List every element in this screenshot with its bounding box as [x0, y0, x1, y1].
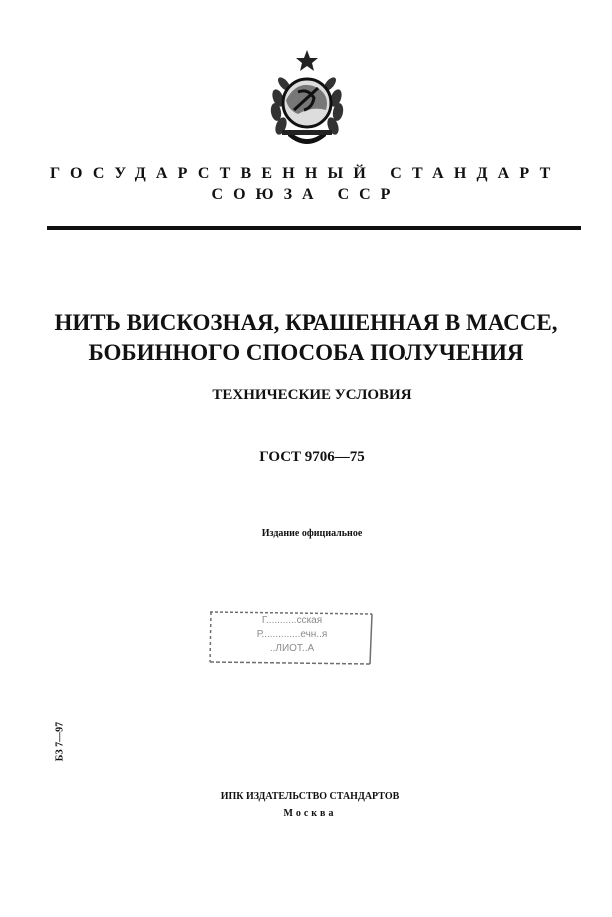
- stamp-line3: ..ЛИОТ..А: [269, 643, 315, 654]
- publisher-name: ИПК ИЗДАТЕЛЬСТВО СТАНДАРТОВ: [220, 791, 400, 802]
- publisher-city: Москва: [283, 808, 337, 819]
- document-title: [30, 308, 582, 368]
- title-line2: БОБИННОГО СПОСОБА ПОЛУЧЕНИЯ: [88, 340, 524, 365]
- edition-label: Издание официальное: [261, 528, 363, 539]
- ussr-emblem-icon: [268, 48, 346, 148]
- document-subtitle: ТЕХНИЧЕСКИЕ УСЛОВИЯ: [212, 387, 412, 403]
- stamp-line2: Р..............ечн..я: [256, 629, 328, 640]
- standard-header-line1: ГОСУДАРСТВЕННЫЙ СТАНДАРТ: [50, 165, 561, 182]
- title-line1: НИТЬ ВИСКОЗНАЯ, КРАШЕННАЯ В МАССЕ,: [54, 310, 558, 335]
- gost-number: ГОСТ 9706—75: [259, 449, 365, 465]
- standard-header-line2: СОЮЗА ССР: [211, 186, 401, 203]
- library-stamp: [208, 608, 374, 666]
- stamp-line1: Г...........сская: [261, 615, 323, 626]
- header-divider: [47, 226, 581, 230]
- side-code: БЗ 7—97: [54, 721, 66, 762]
